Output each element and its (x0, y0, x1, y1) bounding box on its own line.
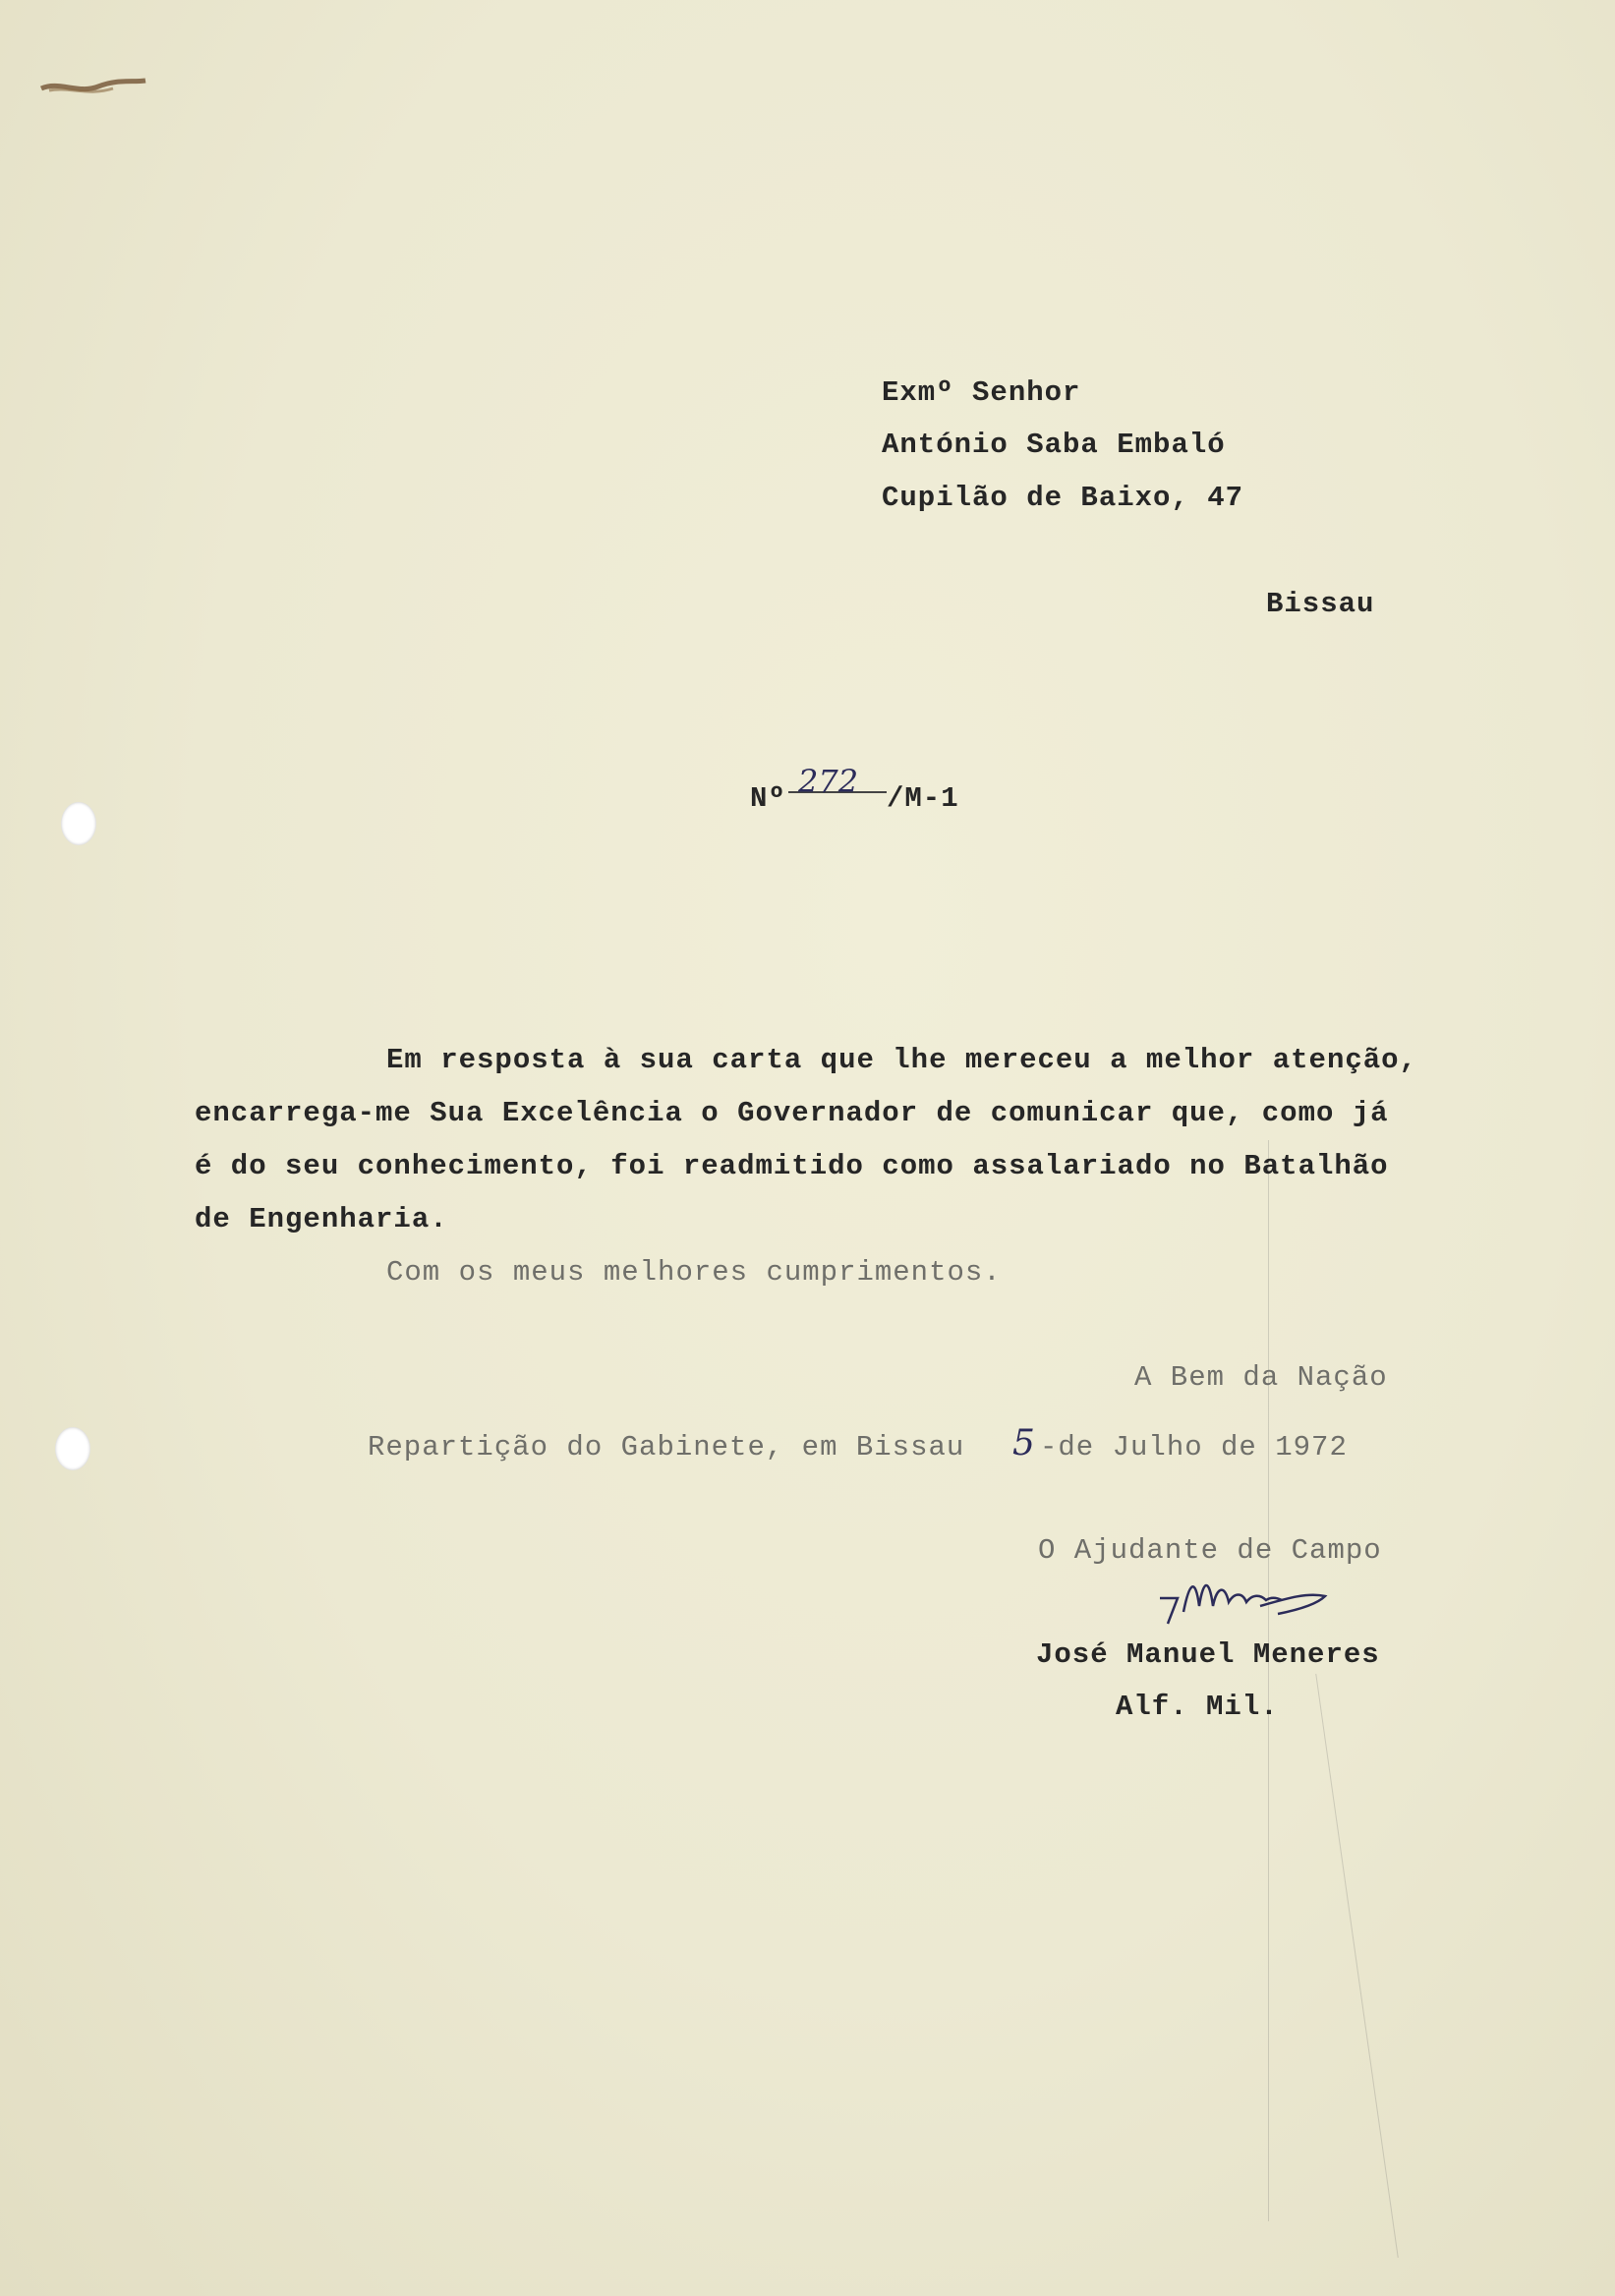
signatory-title: O Ajudante de Campo (1038, 1534, 1382, 1567)
dateline-place: Repartição do Gabinete, em Bissau (368, 1431, 965, 1464)
punch-hole-lower (55, 1427, 90, 1470)
punch-hole-upper (61, 802, 96, 845)
recipient-salutation: Exmº Senhor (882, 376, 1081, 409)
dateline-day: 5 (1012, 1423, 1035, 1464)
body-line-2: encarrega-me Sua Excelência o Governador de comunicar que, como já (195, 1097, 1389, 1129)
body-line-1: Em resposta à sua carta que lhe mereceu a melhor atenção, (386, 1044, 1417, 1076)
signature (1150, 1563, 1386, 1641)
dateline-date: -de Julho de 1972 (1040, 1431, 1348, 1464)
reference-prefix: Nº (750, 782, 786, 815)
staple-stain (39, 77, 147, 98)
body-line-3: é do seu conhecimento, foi readmitido como assalariado no Batalhão (195, 1150, 1389, 1182)
signatory-rank: Alf. Mil. (1116, 1691, 1279, 1723)
body-line-4: de Engenharia. (195, 1203, 448, 1235)
recipient-name: António Saba Embaló (882, 429, 1226, 461)
signatory-name: José Manuel Meneres (1036, 1638, 1380, 1671)
recipient-city: Bissau (1266, 588, 1375, 620)
reference-number: 272 (798, 763, 859, 800)
recipient-address: Cupilão de Baixo, 47 (882, 482, 1244, 514)
pencil-mark (1315, 1674, 1398, 2258)
motto: A Bem da Nação (1134, 1361, 1388, 1394)
reference-suffix: /M-1 (887, 782, 959, 815)
pencil-mark (1268, 1140, 1269, 2221)
body-closing: Com os meus melhores cumprimentos. (386, 1256, 1002, 1289)
